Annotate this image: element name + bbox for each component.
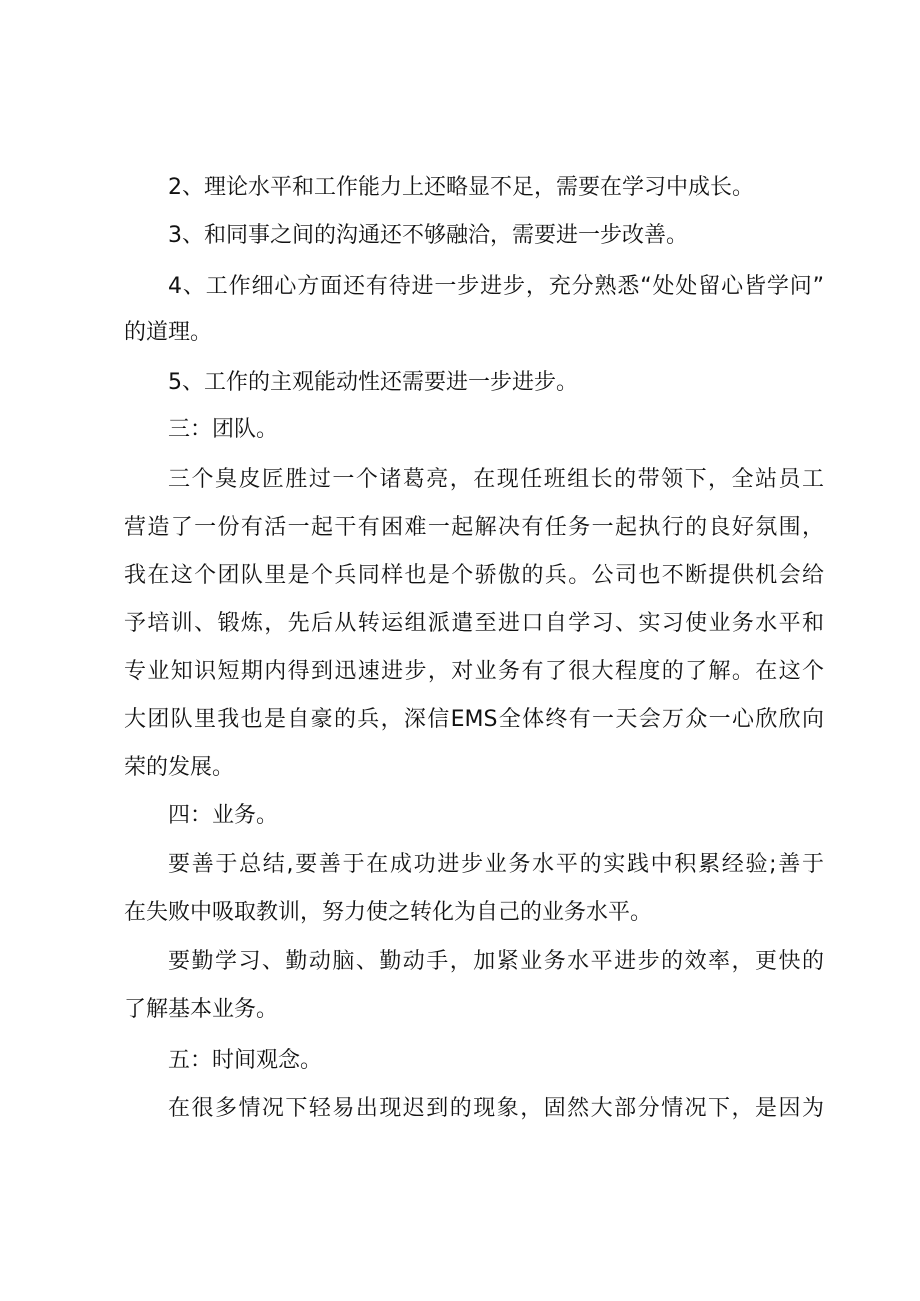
section-heading-business: 四：业务。 <box>168 803 279 828</box>
team-paragraph-line: 荣的发展。 <box>124 755 235 780</box>
team-paragraph-line: 营造了一份有活一起干有困难一起解决有任务一起执行的良好氛围， <box>124 515 824 540</box>
list-item-4: 4、工作细心方面还有待进一步进步，充分熟悉“处处留心皆学问” <box>168 274 824 299</box>
business-paragraph-line: 要勤学习、勤动脑、勤动手，加紧业务水平进步的效率，更快的 <box>168 949 824 974</box>
section-heading-team: 三：团队。 <box>168 417 279 442</box>
time-paragraph-line: 在很多情况下轻易出现迟到的现象，固然大部分情况下，是因为 <box>168 1096 824 1121</box>
team-paragraph-line: 我在这个团队里是个兵同样也是个骄傲的兵。公司也不断提供机会给 <box>124 563 824 588</box>
team-paragraph-line: 大团队里我也是自豪的兵，深信EMS全体终有一天会万众一心欣欣向 <box>124 707 824 732</box>
list-item-2: 2、理论水平和工作能力上还略显不足，需要在学习中成长。 <box>168 175 754 200</box>
business-paragraph-line: 要善于总结,要善于在成功进步业务水平的实践中积累经验;善于 <box>168 852 824 877</box>
team-paragraph-line: 予培训、锻炼，先后从转运组派遣至进口自学习、实习使业务水平和 <box>124 611 824 636</box>
section-heading-time: 五：时间观念。 <box>168 1048 323 1073</box>
list-item-4-continued: 的道理。 <box>124 320 213 345</box>
team-paragraph-line: 专业知识短期内得到迅速进步，对业务有了很大程度的了解。在这个 <box>124 659 824 684</box>
business-paragraph-line: 了解基本业务。 <box>124 997 279 1022</box>
business-paragraph-line: 在失败中吸取教训，努力使之转化为自己的业务水平。 <box>124 900 653 925</box>
list-item-3: 3、和同事之间的沟通还不够融洽，需要进一步改善。 <box>168 223 688 248</box>
team-paragraph-line: 三个臭皮匠胜过一个诸葛亮，在现任班组长的带领下，全站员工 <box>168 467 824 492</box>
list-item-5: 5、工作的主观能动性还需要进一步进步。 <box>168 370 578 395</box>
